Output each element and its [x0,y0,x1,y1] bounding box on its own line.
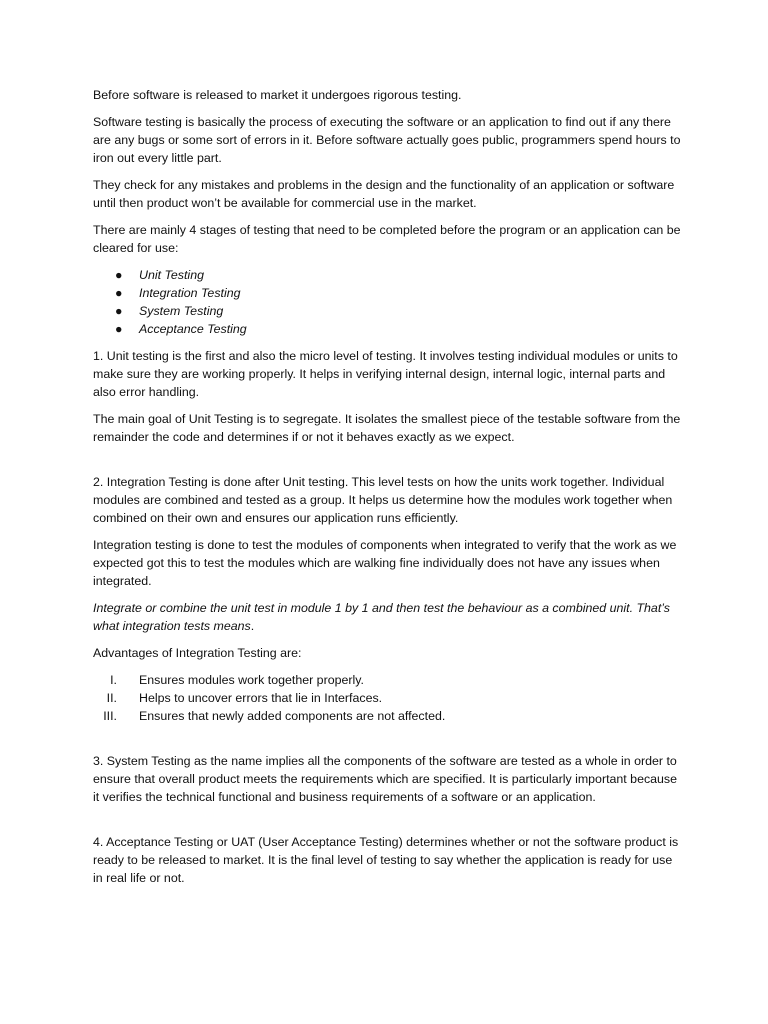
stage-label: System Testing [139,304,224,318]
stage-label: Acceptance Testing [139,322,247,336]
advantage-text: Ensures modules work together properly. [139,673,364,687]
section-spacer [93,734,683,752]
list-item [93,689,683,707]
acceptance-testing-paragraph: 4. Acceptance Testing or UAT (User Acceptance Testing) determines whether or not the software product is ready to be released to market. It is the final level of testing to say whether the application is ready for use in real life or not. [93,835,679,885]
advantage-text: Ensures that newly added components are not affected. [139,709,446,723]
document-body [93,86,683,896]
unit-goal-paragraph: The main goal of Unit Testing is to segregate. It isolates the smallest piece of the testable software from the remainder the code and determines if or not it behaves exactly as we expect. [93,412,681,444]
list-number: I. [110,673,117,687]
section-spacer [93,455,683,473]
integration-italic-paragraph [93,599,683,635]
system-testing-paragraph: 3. System Testing as the name implies all the components of the software are tested as a whole in order to ensure that overall product meets the requirements which are specified. It is particularly important because it verifies the technical functional and business requirements of a software or an application. [93,754,678,804]
list-number: III. [103,709,117,723]
list-item [93,320,683,338]
definition-paragraph: Software testing is basically the process of executing the software or an application to find out if any there are any bugs or some sort of errors in it. Before software actually goes public, programmers spend hours to iron out every little part. [93,115,681,165]
unit-testing-paragraph: 1. Unit testing is the first and also the micro level of testing. It involves testing individual modules or units to make sure they are working properly. It helps in verifying internal design, internal logic, internal parts and also error handling. [93,349,678,399]
list-number: II. [106,691,117,705]
list-item [93,284,683,302]
stages-list [93,266,683,338]
section-spacer [93,815,683,833]
integration-detail-paragraph: Integration testing is done to test the modules of components when integrated to verify that the work as we expected got this to test the modules which are walking fine individually does not have any issues when integrated. [93,538,677,588]
bullet-icon: ● [115,322,123,336]
bullet-icon: ● [115,268,123,282]
bullet-icon: ● [115,286,123,300]
stage-label: Integration Testing [139,286,241,300]
integration-testing-paragraph: 2. Integration Testing is done after Unit testing. This level tests on how the units work together. Individual modules are combined and tested as a group. It helps us determine how the modules work together when combined on their own and ensures our application runs efficiently. [93,475,673,525]
bullet-icon: ● [115,304,123,318]
list-item [93,707,683,725]
integration-italic-text: Integrate or combine the unit test in module 1 by 1 and then test the behaviour as a combined unit. That’s what integration tests means [93,601,670,633]
list-item [93,266,683,284]
advantages-list [93,671,683,725]
mistakes-paragraph: They check for any mistakes and problems in the design and the functionality of an application or software until then product won’t be available for commercial use in the market. [93,178,675,210]
advantage-text: Helps to uncover errors that lie in Interfaces. [139,691,383,705]
stage-label: Unit Testing [139,268,204,282]
integration-italic-period: . [250,619,255,633]
intro-paragraph: Before software is released to market it undergoes rigorous testing. [93,88,462,102]
stages-intro-paragraph: There are mainly 4 stages of testing that need to be completed before the program or an application can be cleared for use: [93,223,681,255]
advantages-heading: Advantages of Integration Testing are: [93,646,302,660]
list-item [93,302,683,320]
list-item [93,671,683,689]
